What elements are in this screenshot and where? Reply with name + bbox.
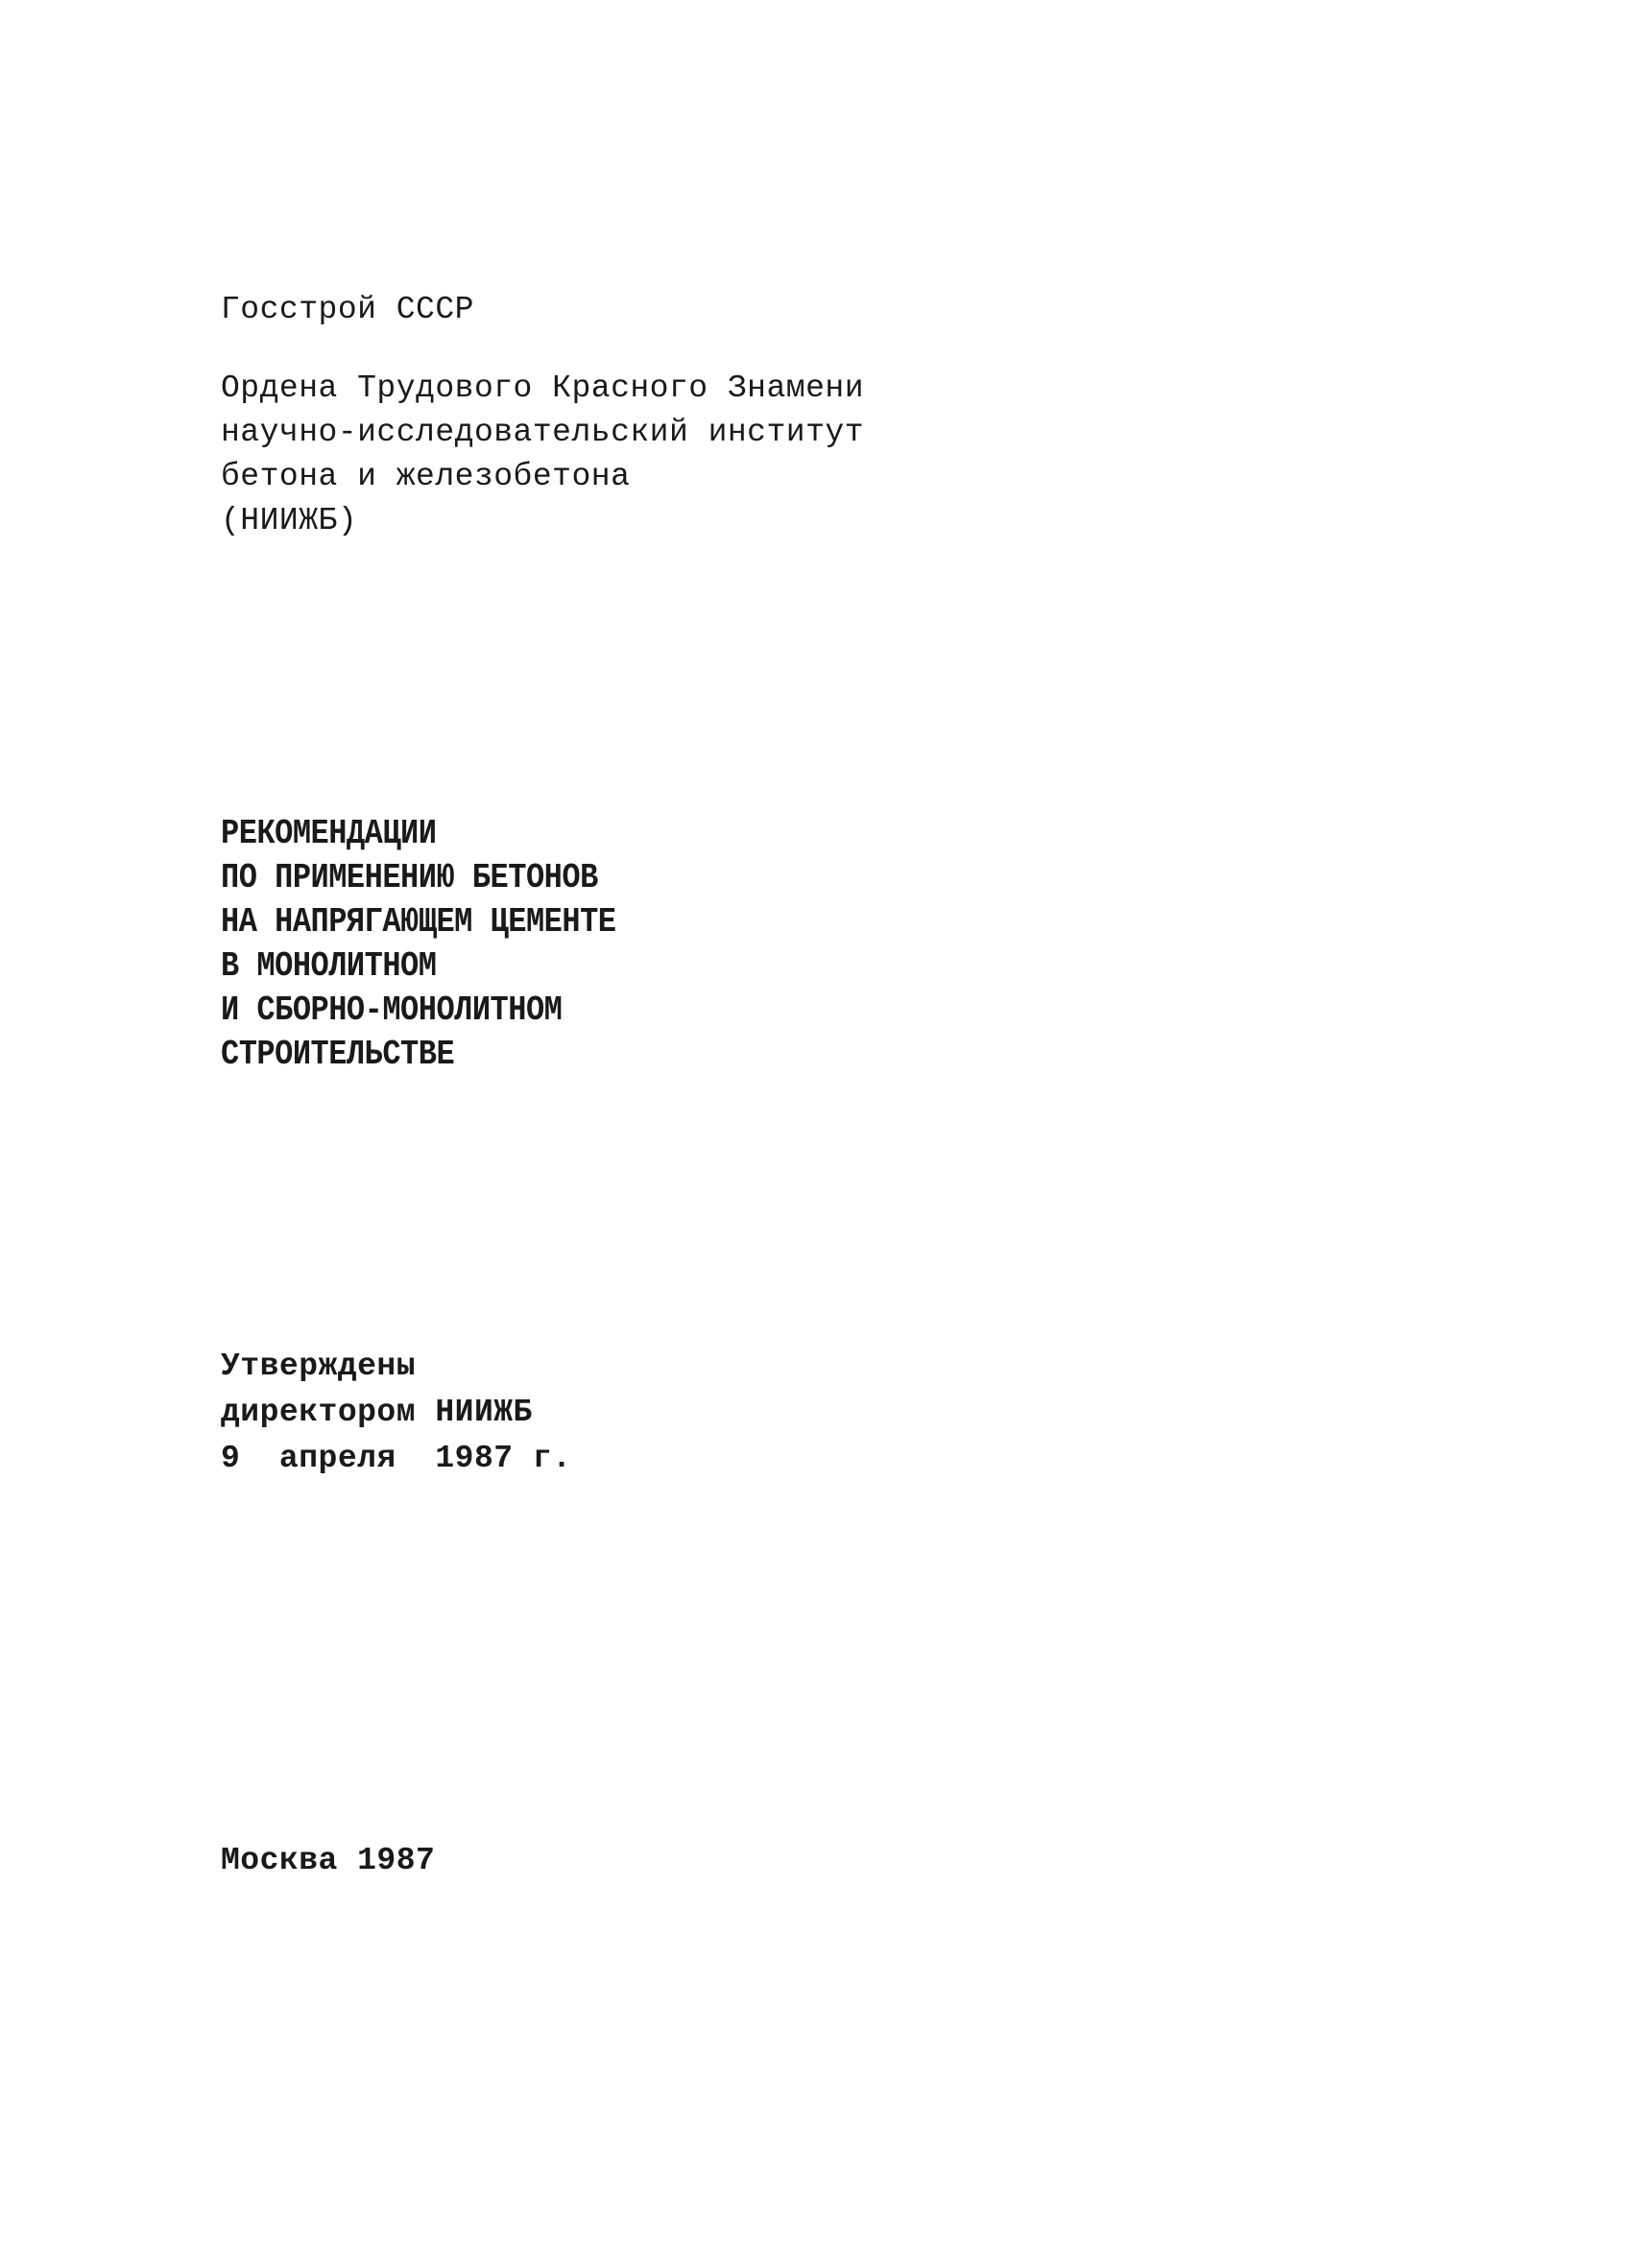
document-title	[221, 812, 615, 1077]
institute-line: Ордена Трудового Красного Знамени	[221, 370, 865, 406]
title-line: РЕКОМЕНДАЦИИ	[221, 813, 437, 854]
institute-line: научно-исследовательский институт	[221, 415, 865, 450]
institute-abbreviation: (НИИЖБ)	[221, 503, 358, 538]
imprint-block	[221, 1839, 435, 1883]
institute-line: бетона и железобетона	[221, 459, 631, 494]
approval-block	[221, 1344, 571, 1482]
approval-line: Утверждены	[221, 1349, 417, 1384]
organization-name: Госстрой СССР	[221, 292, 474, 327]
title-line: НА НАПРЯГАЮЩЕМ ЦЕМЕНТЕ	[221, 901, 616, 943]
title-line: И СБОРНО-МОНОЛИТНОМ	[221, 990, 563, 1031]
approval-line: директором НИИЖБ	[221, 1395, 533, 1430]
institute-block	[221, 367, 864, 543]
title-line: СТРОИТЕЛЬСТВЕ	[221, 1034, 455, 1075]
title-line: В МОНОЛИТНОМ	[221, 945, 437, 987]
imprint-city-year: Москва 1987	[221, 1843, 436, 1878]
title-line: ПО ПРИМЕНЕНИЮ БЕТОНОВ	[221, 857, 598, 898]
approval-date: 9 апреля 1987 г.	[221, 1441, 572, 1476]
organization-header	[221, 288, 474, 332]
